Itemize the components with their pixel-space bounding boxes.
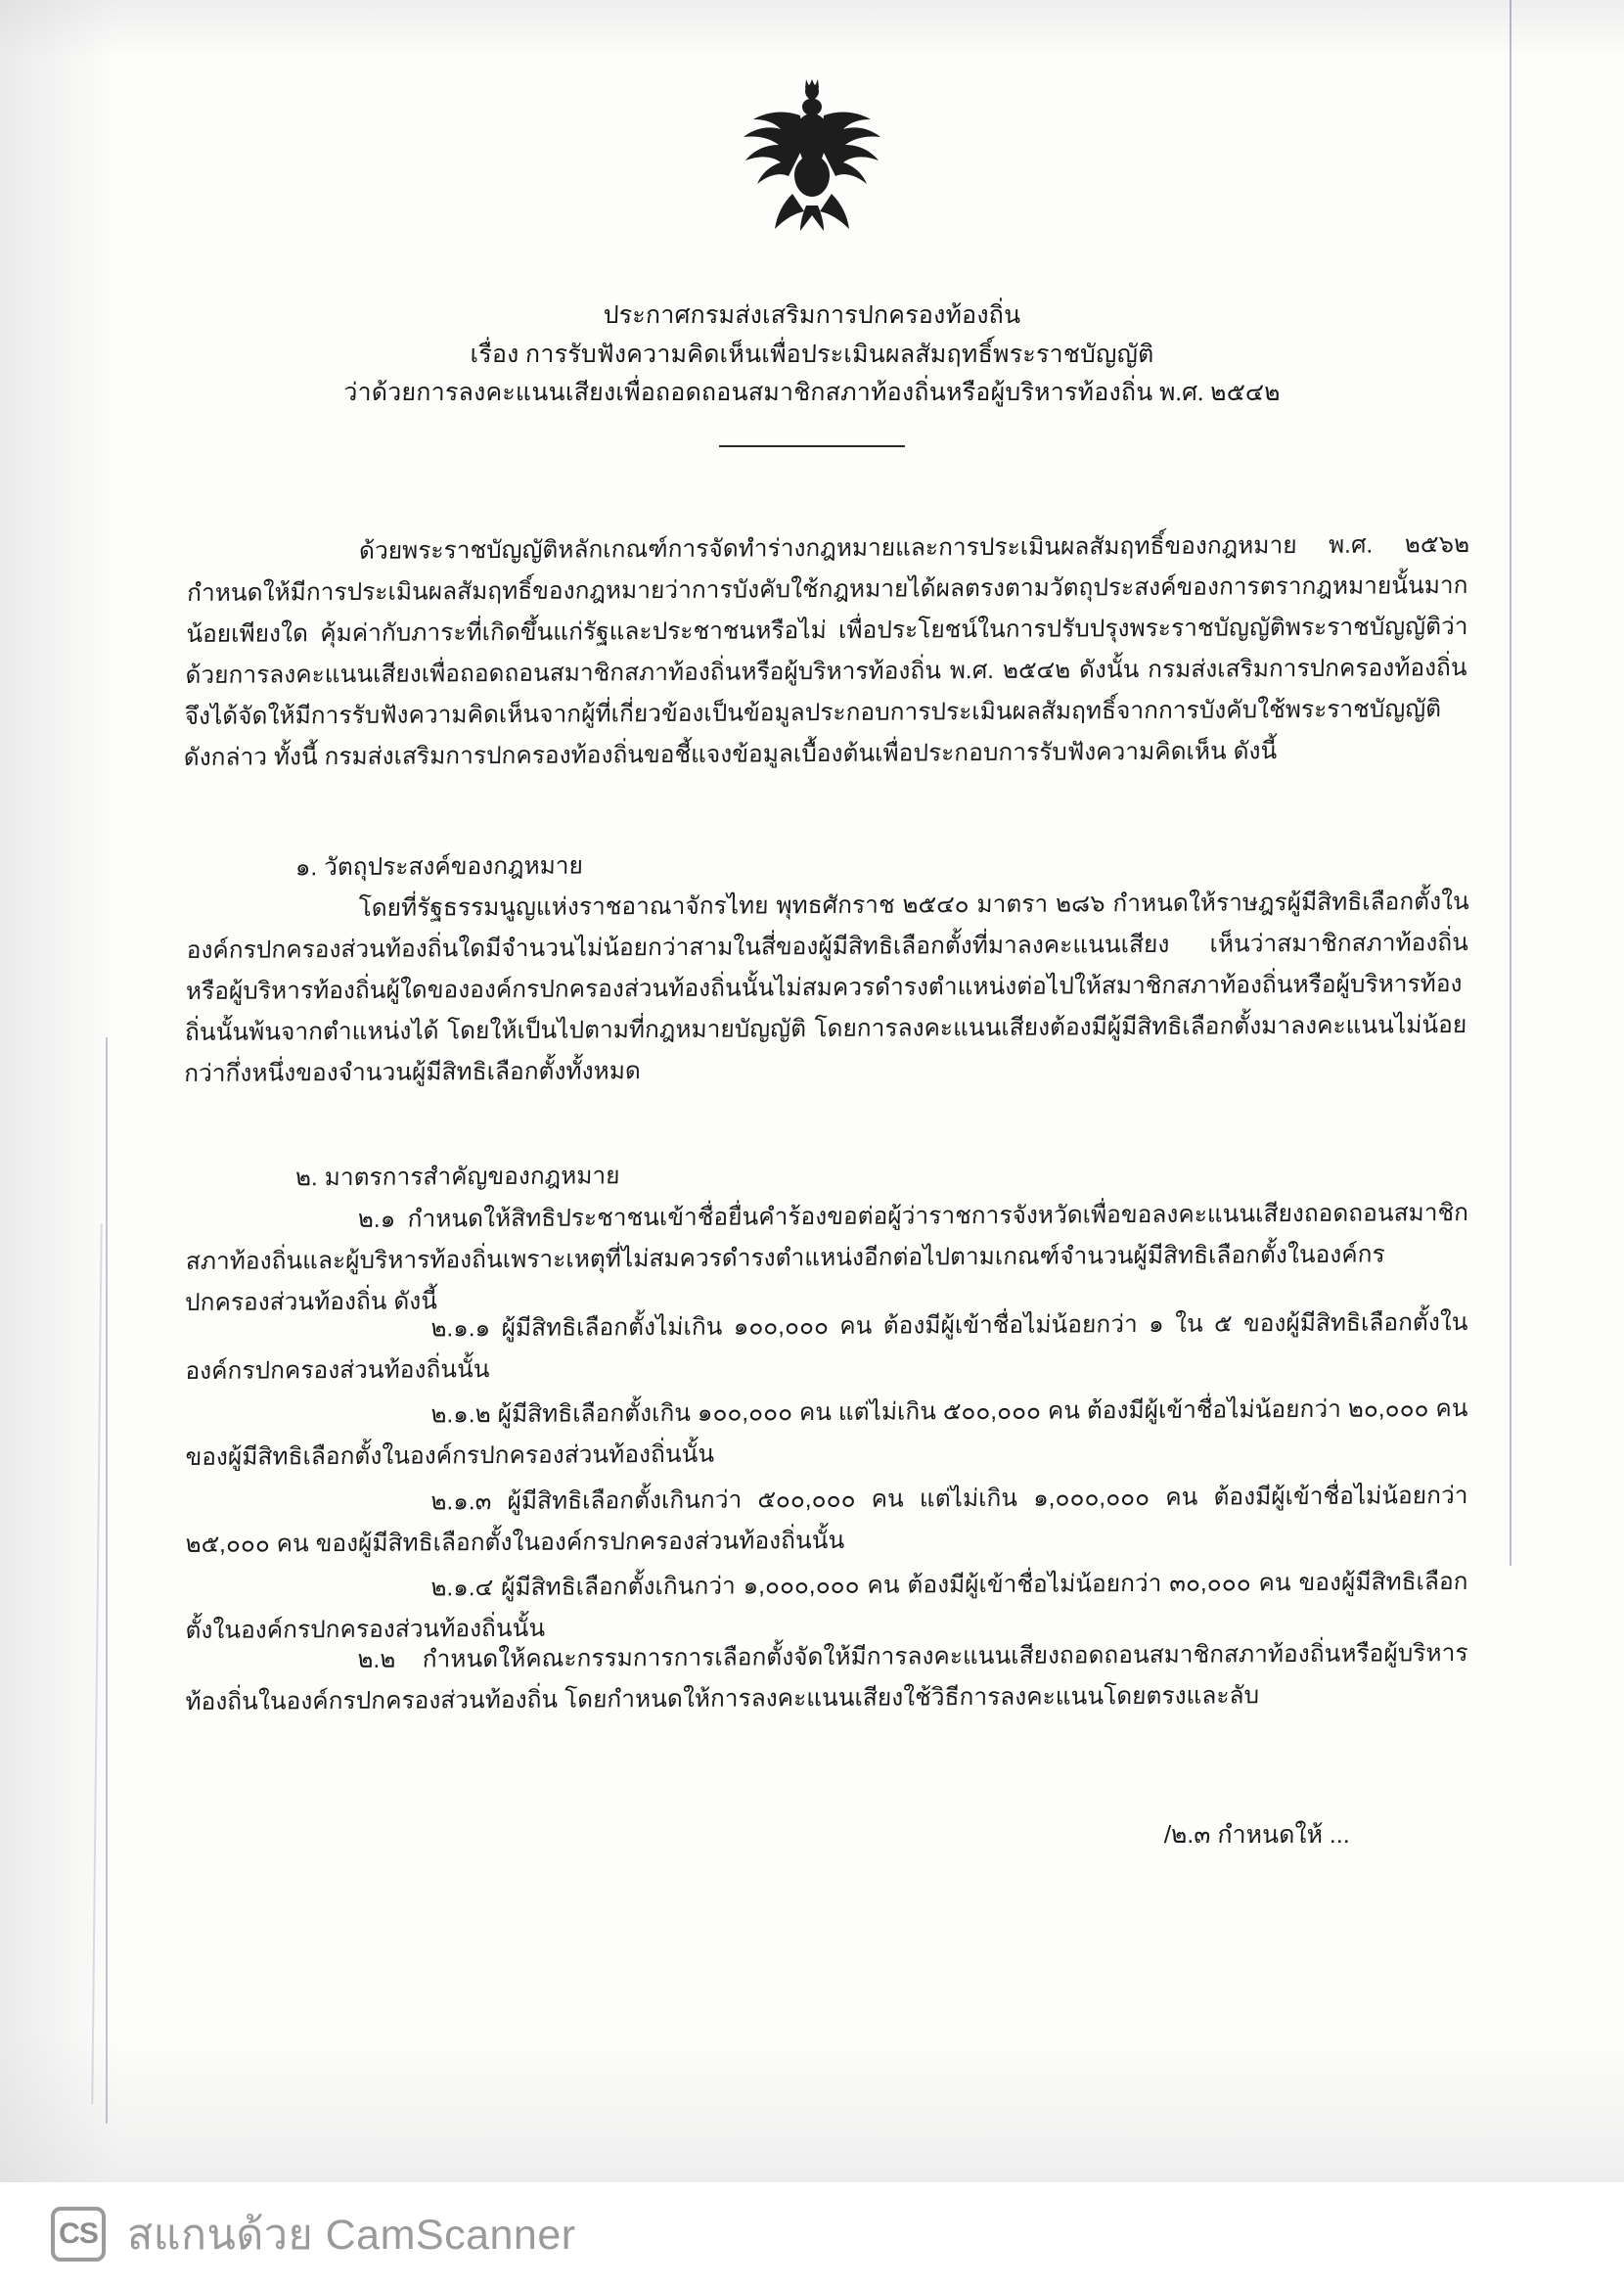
section-indent: [186, 1185, 295, 1186]
section-indent: [186, 875, 295, 876]
clause-2-1-3-text: ๒.๑.๓ ผู้มีสิทธิเลือกตั้งเกินกว่า ๕๐๐,๐๐๐ คน แต่ไม่เกิน ๑,๐๐๐,๐๐๐ คน ต้องมีผู้เข้าชื่อไม่น้อยกว่า ๒๕,๐๐๐ คน ของผู้มีสิทธิเลือกตั้งในองค์กรปกครองส่วนท้องถิ่นนั้น: [185, 1482, 1468, 1558]
section-1-body-text: โดยที่รัฐธรรมนูญแห่งราชอาณาจักรไทย พุทธศักราช ๒๕๔๐ มาตรา ๒๘๖ กำหนดให้ราษฎรผู้มีสิทธิเลือกตั้งในองค์กรปกครองส่วนท้องถิ่นใดมีจำนวนไม่น้อยกว่าสามในสี่ของผู้มีสิทธิเลือกตั้งที่มาลงคะแนนเสียง เห็นว่าสมาชิกสภาท้องถิ่นหรือผู้บริหารท้องถิ่นผู้ใดขององค์กรปกครองส่วนท้องถิ่นนั้นไม่สมควรดำรงตำแหน่งต่อไปให้สมาชิกสภาท้องถิ่นหรือผู้บริหารท้องถิ่นนั้นพ้นจากตำแหน่งได้ โดยให้เป็นไปตามที่กฎหมายบัญญัติ โดยการลงคะแนนเสียงต้องมีผู้มีสิทธิเลือกตั้งมาลงคะแนนไม่น้อยกว่ากึ่งหนึ่งของจำนวนผู้มีสิทธิเลือกตั้งทั้งหมด: [183, 888, 1470, 1087]
paragraph-indent: [186, 1422, 430, 1424]
document-heading: [0, 298, 1624, 411]
paragraph-intro: [183, 525, 1469, 779]
section-1-body: [184, 882, 1469, 1095]
heading-divider: [719, 445, 905, 447]
clause-2-2-text: ๒.๒ กำหนดให้คณะกรรมการการเลือกตั้งจัดให้มีการลงคะแนนเสียงถอดถอนสมาชิกสภาท้องถิ่นหรือผู้บริหารท้องถิ่นในองค์กรปกครองส่วนท้องถิ่น โดยกำหนดให้การลงคะแนนเสียงใช้วิธีการลงคะแนนโดยตรงและลับ: [185, 1639, 1468, 1715]
paragraph-indent: [186, 1509, 430, 1511]
clause-2-1-4-text: ๒.๑.๔ ผู้มีสิทธิเลือกตั้งเกินกว่า ๑,๐๐๐,๐๐๐ คน ต้องมีผู้เข้าชื่อไม่น้อยกว่า ๓๐,๐๐๐ คน ของผู้มีสิทธิเลือกตั้งในองค์กรปกครองส่วนท้องถิ่นนั้น: [185, 1568, 1468, 1644]
garuda-emblem-icon: [724, 76, 900, 233]
scan-shading-top: [0, 0, 1624, 59]
paragraph-indent: [187, 1226, 358, 1227]
section-2-title: [185, 1150, 1467, 1199]
clause-2-1-text: ๒.๑ กำหนดให้สิทธิประชาชนเข้าชื่อยื่นคำร้องขอต่อผู้ว่าราชการจังหวัดเพื่อขอลงคะแนนเสียงถอดถอนสมาชิกสภาท้องถิ่นและผู้บริหารท้องถิ่นเพราะเหตุที่ไม่สมควรดำรงตำแหน่งอีกต่อไปตามเกณฑ์จำนวนผู้มีสิทธิเลือกตั้งในองค์กรปกครองส่วนท้องถิ่น ดังนี้: [184, 1199, 1469, 1316]
paragraph-intro-text: ด้วยพระราชบัญญัติหลักเกณฑ์การจัดทำร่างกฎหมายและการประเมินผลสัมฤทธิ์ของกฎหมาย พ.ศ. ๒๕๖๒ กำหนดให้มีการประเมินผลสัมฤทธิ์ของกฎหมายว่าการบังคับใช้กฎหมายได้ผลตรงตามวัตถุประสงค์ของการตรากฎหมายนั้นมากน้อยเพียงใด คุ้มค่ากับภาระที่เกิดขึ้นแก่รัฐและประชาชนหรือไม่ เพื่อประโยชน์ในการปรับปรุงพระราชบัญญัติพระราชบัญญัติว่าด้วยการลงคะแนนเสียงเพื่อถอดถอนสมาชิกสภาท้องถิ่นหรือผู้บริหารท้องถิ่น พ.ศ. ๒๕๔๒ ดังนั้น กรมส่งเสริมการปกครองท้องถิ่นจึงได้จัดให้มีการรับฟังความคิดเห็นจากผู้ที่เกี่ยวข้องเป็นข้อมูลประกอบการประเมินผลสัมฤทธิ์จากการบังคับใช้พระราชบัญญัติดังกล่าว ทั้งนี้ กรมส่งเสริมการปกครองท้องถิ่นขอชี้แจงข้อมูลเบื้องต้นเพื่อประกอบการรับฟังความคิดเห็น ดังนี้: [183, 530, 1470, 771]
clause-2-1-1: [185, 1302, 1468, 1392]
heading-line-2: เรื่อง การรับฟังความคิดเห็นเพื่อประเมินผลสัมฤทธิ์พระราชบัญญัติ: [470, 341, 1154, 368]
paragraph-indent: [186, 1595, 430, 1597]
paragraph-indent: [187, 915, 358, 916]
clause-2-1-1-text: ๒.๑.๑ ผู้มีสิทธิเลือกตั้งไม่เกิน ๑๐๐,๐๐๐ คน ต้องมีผู้เข้าชื่อไม่น้อยกว่า ๑ ใน ๕ ของผู้มีสิทธิเลือกตั้งในองค์กรปกครองส่วนท้องถิ่นนั้น: [185, 1308, 1468, 1385]
scan-edge-line-right: [1510, 0, 1511, 1566]
clause-2-1-3: [185, 1475, 1468, 1565]
paragraph-indent: [186, 1336, 430, 1338]
scan-edge-line-left-secondary: [91, 1223, 102, 2104]
paragraph-indent: [188, 558, 359, 559]
section-1-title: [185, 840, 1467, 889]
heading-line-1: ประกาศกรมส่งเสริมการปกครองท้องถิ่น: [603, 302, 1021, 329]
page-continuation-note: /๒.๓ กำหนดให้ ...: [1163, 1821, 1351, 1849]
clause-2-1-2-text: ๒.๑.๒ ผู้มีสิทธิเลือกตั้งเกิน ๑๐๐,๐๐๐ คน แต่ไม่เกิน ๕๐๐,๐๐๐ คน ต้องมีผู้เข้าชื่อไม่น้อยกว่า ๒๐,๐๐๐ คน ของผู้มีสิทธิเลือกตั้งในองค์กรปกครองส่วนท้องถิ่นนั้น: [185, 1394, 1468, 1471]
scan-edge-line-left: [106, 1037, 108, 2124]
camscanner-caption: สแกนด้วย CamScanner: [127, 2212, 576, 2259]
section-1-title-text: ๑. วัตถุประสงค์ของกฎหมาย: [294, 852, 584, 881]
clause-2-1-2: [185, 1388, 1468, 1478]
clause-2-2: [185, 1632, 1468, 1722]
paragraph-indent: [186, 1667, 357, 1668]
heading-line-3: ว่าด้วยการลงคะแนนเสียงเพื่อถอดถอนสมาชิกสภาท้องถิ่นหรือผู้บริหารท้องถิ่น พ.ศ. ๒๕๔๒: [342, 380, 1282, 406]
section-2-title-text: ๒. มาตรการสำคัญของกฎหมาย: [294, 1162, 620, 1191]
scan-shading-bottom: [0, 2035, 1624, 2182]
camscanner-logo-icon: CS: [51, 2207, 106, 2262]
camscanner-watermark-bar: [0, 2182, 1624, 2286]
